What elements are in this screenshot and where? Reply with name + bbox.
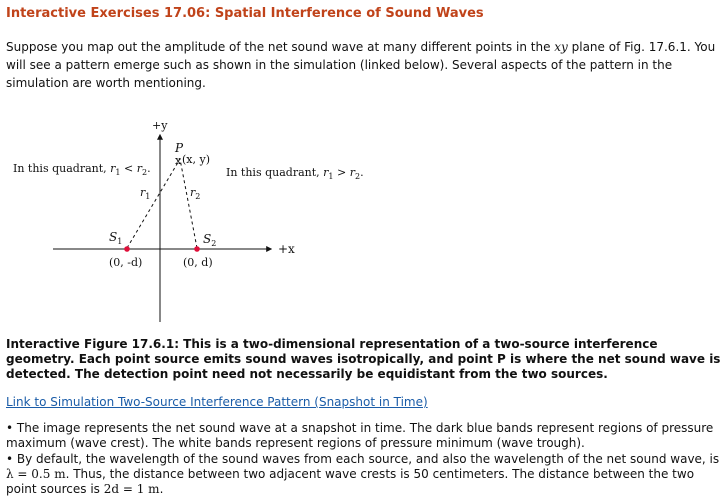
left-note-r1: r: [110, 162, 116, 175]
intro-paragraph: [6, 38, 718, 92]
figure-caption: Interactive Figure 17.6.1: This is a two-dimensional representation of a two-source interference geometry. Each point source emits sound waves isotropically, and point P is where the net sound wave is detected. The detection point need not necessarily be equidistant from the two sources.: [6, 337, 721, 381]
s1-subscript: 1: [117, 237, 123, 246]
notes-list: [6, 421, 722, 498]
r2-symbol: r: [190, 186, 196, 199]
left-note-r2: r: [136, 162, 142, 175]
page-title: Interactive Exercises 17.06: Spatial Interference of Sound Waves: [6, 6, 484, 21]
right-quadrant-note: [226, 166, 364, 181]
intro-text-end: plane of Fig. 17.6.1. You will see a pattern emerge such as shown in the simulation (linked below). Several aspects of the pattern in the simulation are worth mentioning.: [6, 40, 716, 90]
source-s2-dot: [194, 246, 200, 252]
right-note-end: .: [360, 166, 364, 179]
left-note-relation: <: [120, 162, 137, 175]
y-axis-label: +y: [152, 119, 168, 132]
source-s2-label: [203, 232, 216, 248]
source-s1-dot: [124, 246, 130, 252]
r2-subscript: 2: [195, 192, 201, 201]
note-2-middle: . Thus, the distance between two adjacent wave crests is 50 centimeters. The distance between the two point sources is: [6, 467, 695, 496]
note-2-start: • By default, the wavelength of the sound waves from each source, and also the wavelength of the net sound wave, is: [6, 452, 720, 466]
point-p-label: P: [175, 141, 184, 155]
r1-symbol: r: [140, 186, 146, 199]
source-s2-coordinates: (0, d): [183, 256, 213, 269]
note-2-end: .: [159, 482, 164, 496]
s2-symbol: S: [203, 232, 212, 246]
left-note-prefix: In this quadrant,: [13, 162, 111, 175]
right-note-relation: >: [333, 166, 350, 179]
r2-dashed-line: [180, 159, 197, 248]
note-bullet-1: • The image represents the net sound wave at a snapshot in time. The dark blue bands represent regions of pressure maximum (wave crest). The white bands represent regions of pressure minimum (wave trough).: [6, 421, 714, 450]
left-note-r2-sub: 2: [141, 168, 148, 177]
right-note-r1-sub: 1: [328, 172, 334, 181]
intro-plane-variable: xy: [554, 40, 568, 54]
r1-subscript: 1: [145, 192, 151, 201]
r1-label: [140, 186, 150, 201]
interference-geometry-figure: [0, 112, 728, 334]
right-note-r2-sub: 2: [354, 172, 361, 181]
simulation-link[interactable]: Link to Simulation Two-Source Interference Pattern (Snapshot in Time): [6, 395, 428, 409]
point-p-coordinates: (x, y): [182, 153, 210, 166]
left-note-r1-sub: 1: [115, 168, 121, 177]
note-bullet-2: [6, 452, 722, 497]
left-note-end: .: [147, 162, 151, 175]
source-s1-coordinates: (0, -d): [109, 256, 143, 269]
point-p-marker: x: [175, 154, 182, 167]
s2-subscript: 2: [211, 239, 217, 248]
wavelength-expression: λ = 0.5 m: [6, 467, 66, 481]
source-distance-expression: 2d = 1 m: [103, 482, 160, 496]
source-s1-label: [109, 230, 122, 246]
x-axis-label: +x: [278, 242, 295, 256]
r2-label: [190, 186, 200, 201]
intro-text-start: Suppose you map out the amplitude of the net sound wave at many different points in the: [6, 40, 555, 54]
right-note-r2: r: [349, 166, 355, 179]
left-quadrant-note: [13, 162, 151, 177]
right-note-r1: r: [323, 166, 329, 179]
right-note-prefix: In this quadrant,: [226, 166, 324, 179]
s1-symbol: S: [109, 230, 118, 244]
